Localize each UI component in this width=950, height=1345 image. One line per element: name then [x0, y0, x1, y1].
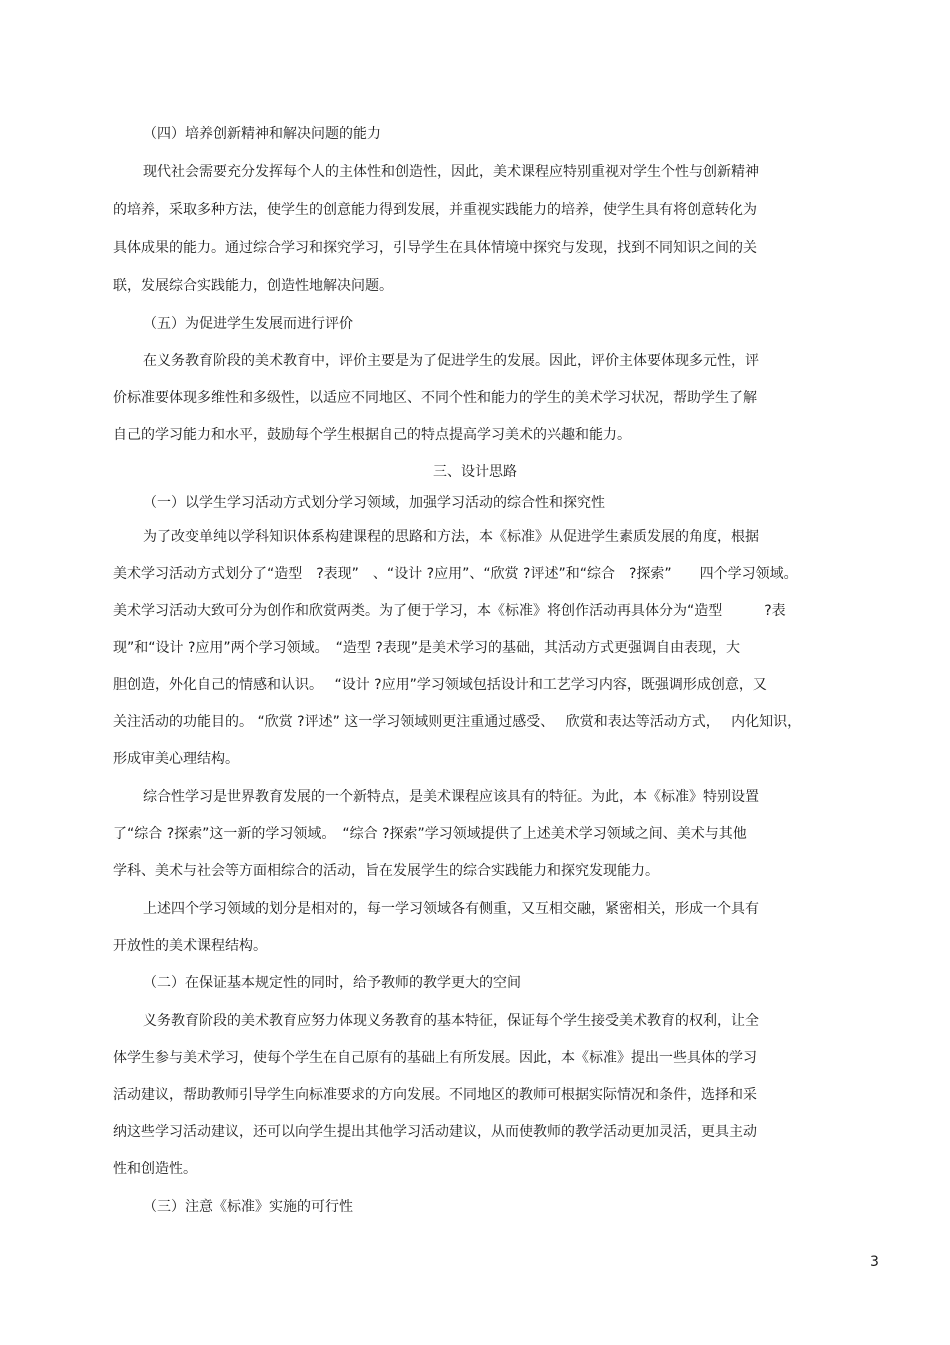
paragraph-line: 性和创造性。: [113, 1161, 197, 1177]
heading-2: （二）在保证基本规定性的同时，给予教师的教学更大的空间: [143, 975, 521, 991]
paragraph-line: 联，发展综合实践能力，创造性地解决问题。: [113, 278, 393, 294]
heading-3: （三）注意《标准》实施的可行性: [143, 1199, 353, 1215]
paragraph-line: 具体成果的能力。通过综合学习和探究学习，引导学生在具体情境中探究与发现，找到不同知识之间的关: [113, 240, 757, 256]
heading-1: （一）以学生学习活动方式划分学习领域，加强学习活动的综合性和探究性: [143, 495, 605, 511]
paragraph-line: 开放性的美术课程结构。: [113, 938, 267, 954]
paragraph-line: 现代社会需要充分发挥每个人的主体性和创造性，因此，美术课程应特别重视对学生个性与创新精神: [143, 164, 759, 180]
paragraph-line: 上述四个学习领域的划分是相对的，每一学习领域各有侧重，又互相交融，紧密相关，形成一个具有: [143, 901, 759, 917]
paragraph-line: 纳这些学习活动建议，还可以向学生提出其他学习活动建议，从而使教师的教学活动更加灵活，更具主动: [113, 1124, 757, 1140]
paragraph-line: 在义务教育阶段的美术教育中，评价主要是为了促进学生的发展。因此，评价主体要体现多元性，评: [143, 353, 759, 369]
paragraph-line: 活动建议，帮助教师引导学生向标准要求的方向发展。不同地区的教师可根据实际情况和条件，选择和采: [113, 1087, 757, 1103]
heading-5: （五）为促进学生发展而进行评价: [143, 316, 353, 332]
paragraph-line: 为了改变单纯以学科知识体系构建课程的思路和方法，本《标准》从促进学生素质发展的角度，根据: [143, 529, 759, 545]
paragraph-line: 的培养，采取多种方法，使学生的创意能力得到发展，并重视实践能力的培养，使学生具有将创意转化为: [113, 202, 757, 218]
paragraph-line: 形成审美心理结构。: [113, 751, 239, 767]
paragraph-line: 体学生参与美术学习，使每个学生在自己原有的基础上有所发展。因此，本《标准》提出一些具体的学习: [113, 1050, 757, 1066]
paragraph-line: 学科、美术与社会等方面相综合的活动，旨在发展学生的综合实践能力和探究发现能力。: [113, 863, 659, 879]
paragraph-line: 胆创造，外化自己的情感和认识。 “设计 ?应用”学习领域包括设计和工艺学习内容，既强调形成创意，又: [113, 677, 767, 693]
paragraph-line: 关注活动的功能目的。 “欣赏 ?评述” 这一学习领域则更注重通过感受、 欣赏和表达等活动方式， 内化知识，: [113, 714, 802, 730]
paragraph-line: 美术学习活动大致可分为创作和欣赏两类。为了便于学习，本《标准》将创作活动再具体分为“造型 ?表: [113, 603, 786, 619]
heading-4: （四）培养创新精神和解决问题的能力: [143, 126, 381, 142]
paragraph-line: 现”和“设计 ?应用”两个学习领域。 “造型 ?表现”是美术学习的基础，其活动方式更强调自由表现，大: [113, 640, 741, 656]
page-number: 3: [870, 1254, 879, 1270]
paragraph-line: 义务教育阶段的美术教育应努力体现义务教育的基本特征，保证每个学生接受美术教育的权利，让全: [143, 1013, 759, 1029]
paragraph-line: 综合性学习是世界教育发展的一个新特点，是美术课程应该具有的特征。为此，本《标准》特别设置: [143, 789, 759, 805]
paragraph-line: 了“综合 ?探索”这一新的学习领域。 “综合 ?探索”学习领域提供了上述美术学习领域之间、美术与其他: [113, 826, 747, 842]
paragraph-line: 自己的学习能力和水平，鼓励每个学生根据自己的特点提高学习美术的兴趣和能力。: [113, 427, 631, 443]
paragraph-line: 美术学习活动方式划分了“造型 ?表现” 、“设计 ?应用”、“欣赏 ?评述”和“综合 ?探索” 四个学习领域。: [113, 566, 798, 582]
section-title: 三、设计思路: [433, 464, 517, 480]
paragraph-line: 价标准要体现多维性和多级性，以适应不同地区、不同个性和能力的学生的美术学习状况，帮助学生了解: [113, 390, 757, 406]
